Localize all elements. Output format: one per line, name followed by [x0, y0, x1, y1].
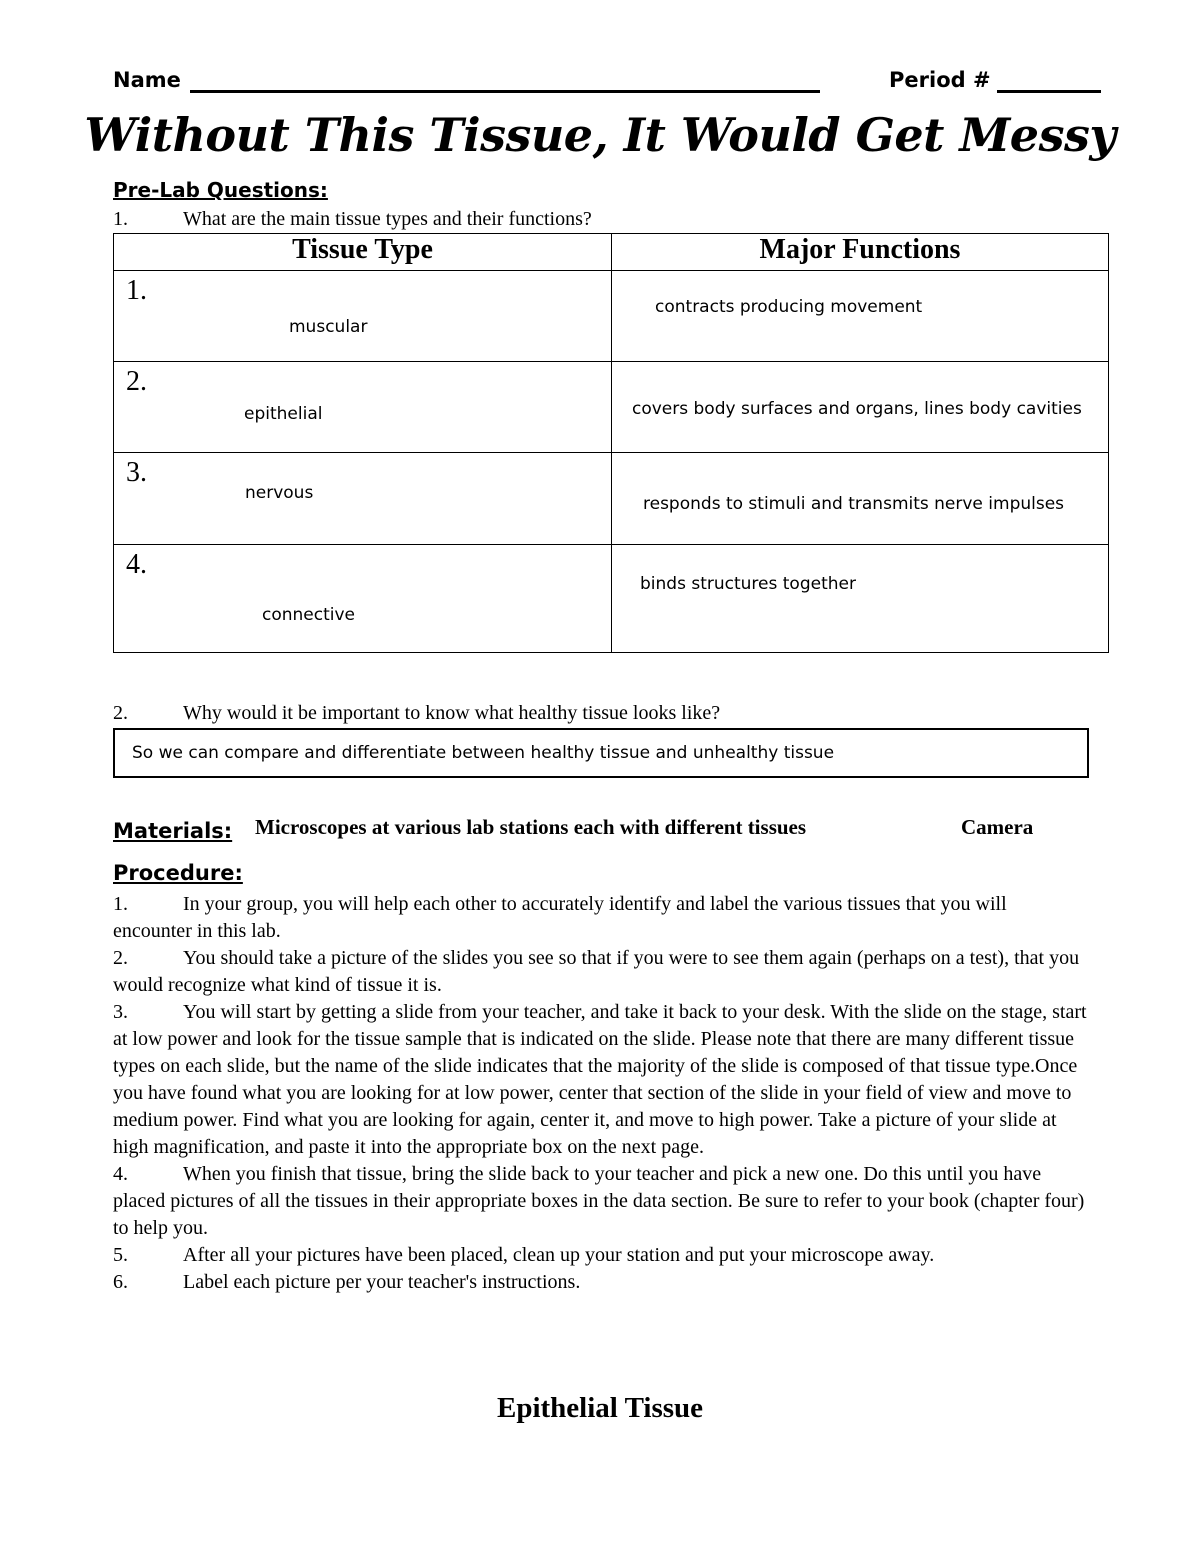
step-text: In your group, you will help each other to accurately identify and label the various tissues that you will encounter in this lab. — [113, 893, 1007, 942]
step-text: Label each picture per your teacher's instructions. — [183, 1271, 581, 1293]
col-header-major-functions: Major Functions — [612, 234, 1109, 271]
tissue-type-cell[interactable] — [114, 362, 612, 453]
materials-heading: Materials: — [113, 819, 233, 843]
procedure-step — [113, 1269, 1088, 1296]
name-field[interactable] — [190, 90, 820, 93]
materials-item-microscopes: Microscopes at various lab stations each with different tissues — [255, 815, 807, 839]
function-cell[interactable] — [612, 362, 1109, 453]
function-answer: binds structures together — [640, 574, 856, 594]
function-answer: contracts producing movement — [655, 297, 923, 317]
step-number: 5. — [113, 1244, 128, 1266]
question-2 — [113, 702, 720, 725]
materials-item-camera: Camera — [961, 815, 1034, 839]
table-row — [114, 453, 1109, 545]
procedure-step — [113, 945, 1088, 999]
table-row — [114, 545, 1109, 653]
function-cell[interactable] — [612, 453, 1109, 545]
tissue-type-cell[interactable] — [114, 545, 612, 653]
row-number: 4. — [126, 549, 147, 580]
question-2-text: Why would it be important to know what healthy tissue looks like? — [183, 702, 721, 724]
procedure-step — [113, 891, 1088, 945]
tissue-table — [113, 233, 1109, 653]
step-number: 6. — [113, 1271, 128, 1293]
tissue-type-cell[interactable] — [114, 453, 612, 545]
table-row — [114, 271, 1109, 362]
row-number: 2. — [126, 366, 147, 397]
row-number: 1. — [126, 275, 147, 306]
step-number: 1. — [113, 893, 128, 915]
row-number: 3. — [126, 457, 147, 488]
question-1-number: 1. — [113, 208, 128, 230]
tissue-type-answer: muscular — [289, 317, 368, 337]
procedure-step — [113, 999, 1088, 1161]
function-answer: covers body surfaces and organs, lines body cavities — [632, 399, 1082, 419]
step-text: You will start by getting a slide from your teacher, and take it back to your desk. With the slide on the stage, start at low power and look for the tissue sample that is indicated on the slide. Please note that there are many different tissue types on each slide, but the name of the slide indicates that the majority of the slide is composed of that tissue type.Once you have found what you are looking for at low power, center that section of the slide in your field of view and move to medium power. Find what you are looking for again, center it, and move to high power. Take a picture of your slide at high magnification, and paste it into the appropriate box on the next page. — [113, 1001, 1087, 1158]
procedure-step — [113, 1242, 1088, 1269]
procedure-step — [113, 1161, 1088, 1242]
table-row — [114, 362, 1109, 453]
tissue-type-answer: epithelial — [244, 404, 323, 424]
question-2-answer: So we can compare and differentiate between healthy tissue and unhealthy tissue — [132, 743, 835, 763]
step-number: 4. — [113, 1163, 128, 1185]
question-2-answer-box[interactable] — [113, 728, 1089, 778]
step-text: When you finish that tissue, bring the slide back to your teacher and pick a new one. Do this until you have placed pictures of all the tissues in their appropriate boxes in the data section. Be sure to refer to your book (chapter four) to help you. — [113, 1163, 1085, 1239]
question-1-text: What are the main tissue types and their functions? — [183, 208, 592, 230]
function-cell[interactable] — [612, 271, 1109, 362]
period-label: Period # — [889, 68, 991, 92]
step-text: You should take a picture of the slides you see so that if you were to see them again (perhaps on a test), that you would recognize what kind of tissue it is. — [113, 947, 1080, 996]
epithelial-tissue-heading: Epithelial Tissue — [496, 1392, 704, 1424]
col-header-tissue-type: Tissue Type — [114, 234, 612, 271]
period-field[interactable] — [997, 90, 1101, 93]
tissue-type-cell[interactable] — [114, 271, 612, 362]
function-answer: responds to stimuli and transmits nerve impulses — [643, 494, 1065, 514]
question-1 — [113, 208, 592, 231]
procedure-list — [113, 891, 1088, 1296]
step-text: After all your pictures have been placed, clean up your station and put your microscope away. — [183, 1244, 935, 1266]
function-cell[interactable] — [612, 545, 1109, 653]
procedure-heading: Procedure: — [113, 861, 243, 885]
step-number: 2. — [113, 947, 128, 969]
prelab-heading: Pre-Lab Questions: — [113, 178, 328, 202]
page-title: Without This Tissue, It Would Get Messy — [84, 108, 1116, 162]
tissue-type-answer: connective — [262, 605, 356, 625]
name-label: Name — [113, 68, 181, 92]
step-number: 3. — [113, 1001, 128, 1023]
question-2-number: 2. — [113, 702, 128, 724]
tissue-type-answer: nervous — [245, 483, 314, 503]
